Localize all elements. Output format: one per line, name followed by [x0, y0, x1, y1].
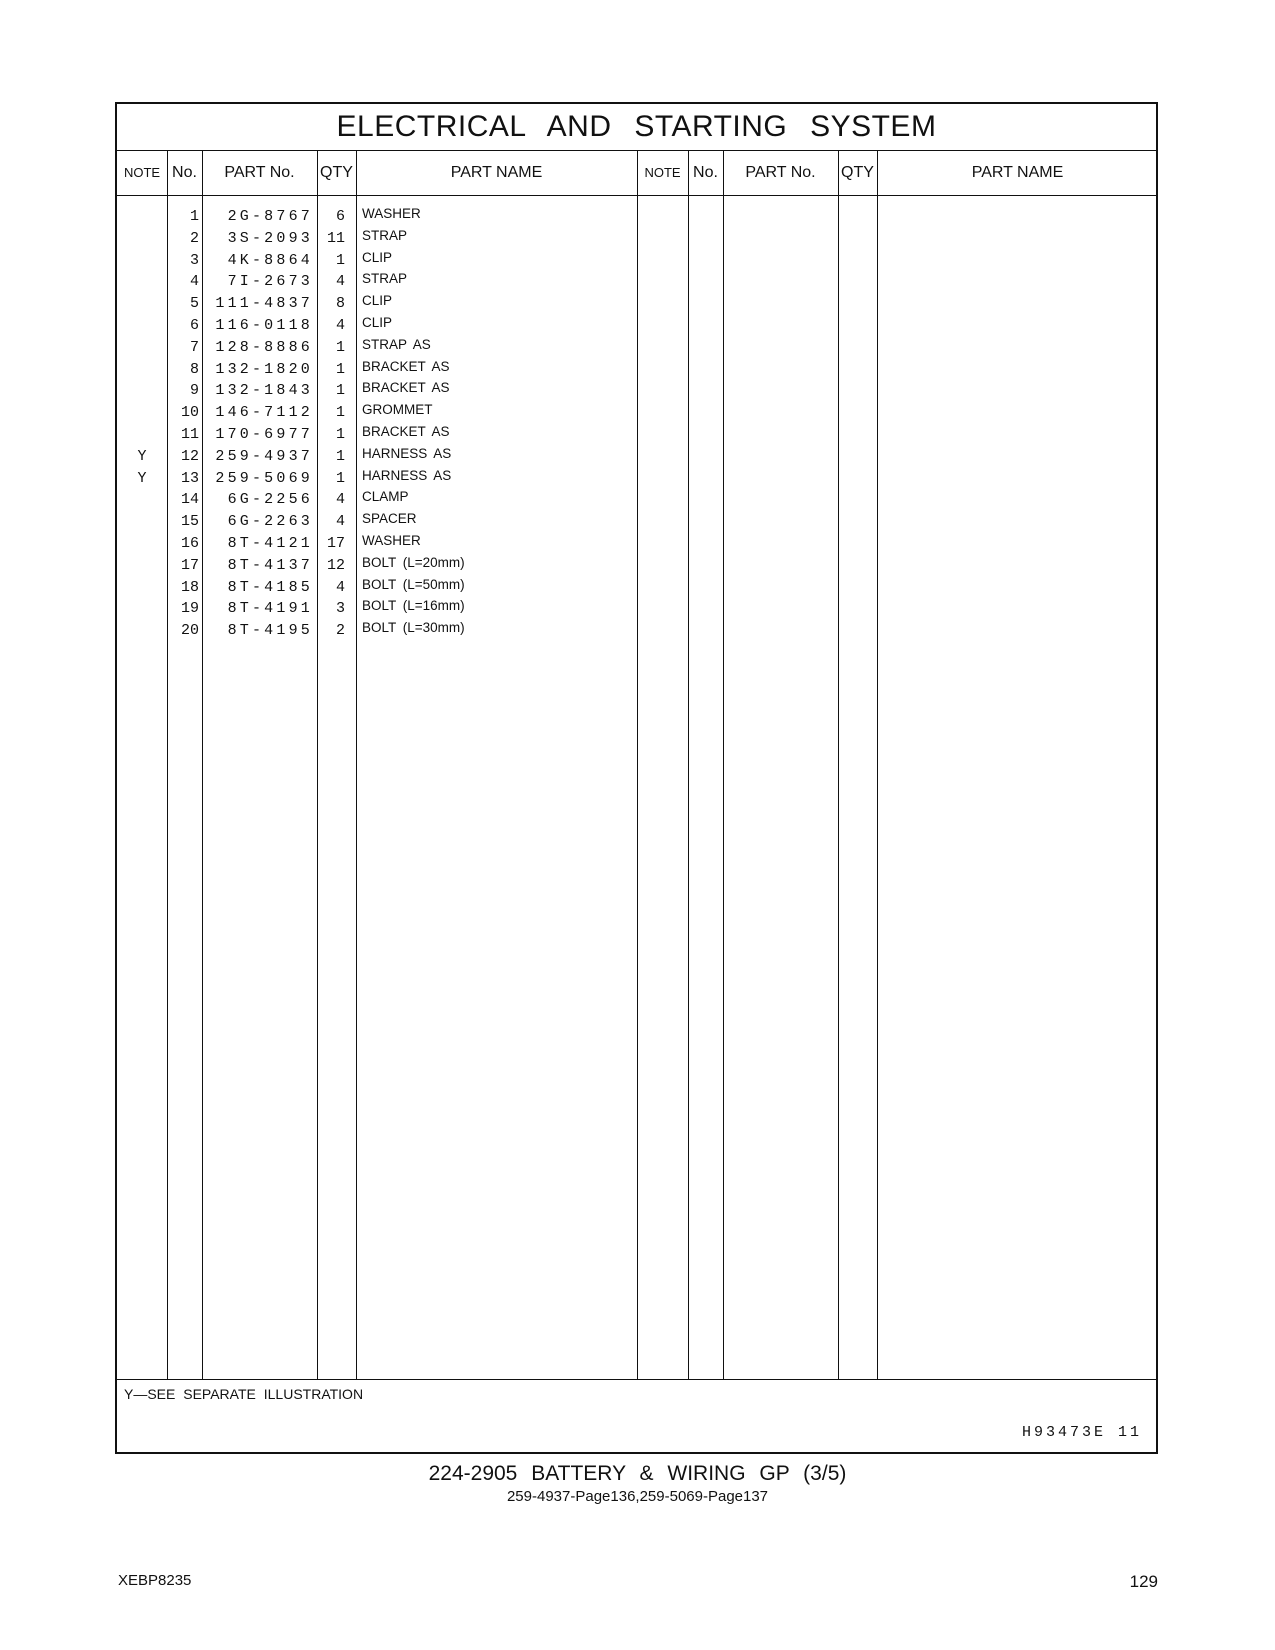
header-no-right: No. — [693, 164, 718, 181]
row-number: 11 — [180, 426, 199, 443]
row-part-number: 8T-4195 — [227, 622, 313, 640]
row-quantity: 11 — [326, 229, 345, 247]
row-part-number: 4K-8864 — [227, 251, 313, 269]
column-divider — [637, 150, 638, 1379]
row-part-name: CLIP — [362, 293, 393, 309]
row-quantity: 1 — [335, 426, 345, 443]
row-part-name: GROMMET — [362, 402, 433, 418]
header-part-name: PART NAME — [450, 164, 543, 181]
row-quantity: 4 — [335, 273, 345, 291]
row-number: 2 — [189, 229, 199, 247]
row-part-name: HARNESS AS — [362, 445, 452, 461]
table-row — [117, 445, 637, 470]
row-part-number: 6G-2256 — [227, 491, 313, 509]
row-part-number: 116-0118 — [215, 317, 313, 334]
table-row — [117, 467, 637, 492]
row-quantity: 1 — [335, 382, 345, 400]
row-number: 19 — [180, 600, 199, 618]
row-quantity: 6 — [335, 208, 345, 225]
table-row — [117, 554, 637, 579]
row-part-number: 259-5069 — [215, 469, 313, 487]
column-divider — [877, 150, 878, 1379]
row-part-name: WASHER — [362, 533, 421, 548]
row-part-number: 111-4837 — [215, 295, 313, 313]
row-number: 6 — [189, 317, 199, 334]
page-number: 129 — [1129, 1572, 1158, 1591]
row-part-name: STRAP — [362, 271, 408, 287]
row-quantity: 4 — [335, 578, 345, 596]
table-row — [117, 576, 637, 601]
row-part-number: 8T-4137 — [227, 556, 313, 574]
row-part-number: 259-4937 — [215, 447, 313, 465]
row-number: 4 — [189, 273, 199, 291]
row-quantity: 12 — [326, 556, 345, 574]
header-qty-right: QTY — [841, 164, 874, 181]
row-number: 13 — [180, 469, 199, 487]
row-part-number: 8T-4185 — [227, 578, 313, 596]
row-part-name: STRAP — [362, 227, 408, 243]
row-quantity: 1 — [335, 404, 345, 422]
group-caption: 224-2905 BATTERY & WIRING GP (3/5) — [428, 1462, 847, 1485]
row-part-number: 8T-4121 — [227, 535, 313, 552]
row-quantity: 1 — [335, 469, 345, 487]
row-number: 12 — [180, 447, 199, 465]
row-part-number: 2G-8767 — [227, 208, 313, 225]
row-part-number: 6G-2263 — [227, 513, 313, 531]
row-part-number: 170-6977 — [215, 426, 313, 443]
row-note: Y — [137, 447, 147, 465]
row-part-name: BOLT (L=30mm) — [362, 620, 465, 636]
header-part-name-right: PART NAME — [971, 164, 1064, 181]
row-quantity: 4 — [335, 491, 345, 509]
row-part-name: BRACKET AS — [362, 358, 450, 374]
header-part-no-right: PART No. — [745, 164, 816, 181]
row-part-name: CLAMP — [362, 489, 409, 505]
row-quantity: 2 — [335, 622, 345, 640]
table-row — [117, 227, 637, 252]
row-quantity: 3 — [335, 600, 345, 618]
table-row — [117, 273, 637, 295]
header-note-right: NOTE — [644, 165, 681, 180]
row-number: 20 — [180, 622, 199, 640]
row-note: Y — [137, 469, 147, 487]
parts-table — [115, 102, 1158, 1454]
illustration-code: H93473E 11 — [1021, 1424, 1142, 1441]
table-row — [117, 295, 637, 317]
row-quantity: 1 — [335, 360, 345, 378]
row-number: 9 — [189, 382, 199, 400]
table-row — [117, 622, 637, 644]
row-quantity: 1 — [335, 251, 345, 269]
row-quantity: 8 — [335, 295, 345, 313]
row-part-name: SPACER — [362, 511, 417, 527]
table-row — [117, 535, 637, 557]
column-divider — [838, 150, 839, 1379]
row-part-name: HARNESS AS — [362, 467, 452, 483]
table-row — [117, 336, 637, 361]
page-references: 259-4937-Page136,259-5069-Page137 — [506, 1488, 769, 1505]
document-id: XEBP8235 — [118, 1572, 192, 1589]
row-quantity: 17 — [326, 535, 345, 552]
table-title: ELECTRICAL AND STARTING SYSTEM — [117, 104, 1156, 151]
table-row — [117, 317, 637, 339]
row-part-number: 3S-2093 — [227, 229, 313, 247]
row-part-name: CLIP — [362, 249, 393, 265]
table-row — [117, 491, 637, 513]
note-legend: Y—SEE SEPARATE ILLUSTRATION — [124, 1386, 364, 1402]
row-number: 8 — [189, 360, 199, 378]
row-number: 3 — [189, 251, 199, 269]
row-part-name: BOLT (L=16mm) — [362, 598, 465, 614]
row-part-name: BRACKET AS — [362, 424, 450, 439]
table-row — [117, 249, 637, 274]
row-part-number: 8T-4191 — [227, 600, 313, 618]
row-number: 1 — [189, 208, 199, 225]
table-row — [117, 426, 637, 448]
header-no: No. — [172, 164, 197, 181]
header-qty: QTY — [320, 164, 353, 181]
table-row — [117, 208, 637, 230]
table-row — [117, 382, 637, 404]
row-quantity: 1 — [335, 338, 345, 356]
table-row — [117, 513, 637, 535]
table-row — [117, 358, 637, 383]
row-number: 10 — [180, 404, 199, 422]
row-number: 7 — [189, 338, 199, 356]
row-quantity: 1 — [335, 447, 345, 465]
row-part-number: 7I-2673 — [227, 273, 313, 291]
row-part-name: BOLT (L=50mm) — [362, 576, 465, 592]
row-number: 14 — [180, 491, 199, 509]
row-part-number: 132-1843 — [215, 382, 313, 400]
row-quantity: 4 — [335, 513, 345, 531]
row-number: 15 — [180, 513, 199, 531]
row-part-name: BOLT (L=20mm) — [362, 554, 465, 570]
footer-divider — [117, 1379, 1156, 1380]
header-note: NOTE — [123, 165, 161, 180]
row-part-number: 146-7112 — [215, 404, 313, 422]
row-part-number: 128-8886 — [215, 338, 313, 356]
row-number: 17 — [180, 556, 199, 574]
column-divider — [688, 150, 689, 1379]
table-row — [117, 600, 637, 622]
row-quantity: 4 — [335, 317, 345, 334]
column-divider — [723, 150, 724, 1379]
row-part-name: BRACKET AS — [362, 380, 450, 396]
row-number: 18 — [180, 578, 199, 596]
row-part-name: CLIP — [362, 315, 393, 330]
table-row — [117, 404, 637, 426]
row-part-name: WASHER — [362, 206, 421, 221]
header-part-no: PART No. — [224, 164, 295, 181]
row-part-number: 132-1820 — [215, 360, 313, 378]
row-number: 16 — [180, 535, 199, 552]
row-part-name: STRAP AS — [362, 336, 431, 352]
row-number: 5 — [189, 295, 199, 313]
